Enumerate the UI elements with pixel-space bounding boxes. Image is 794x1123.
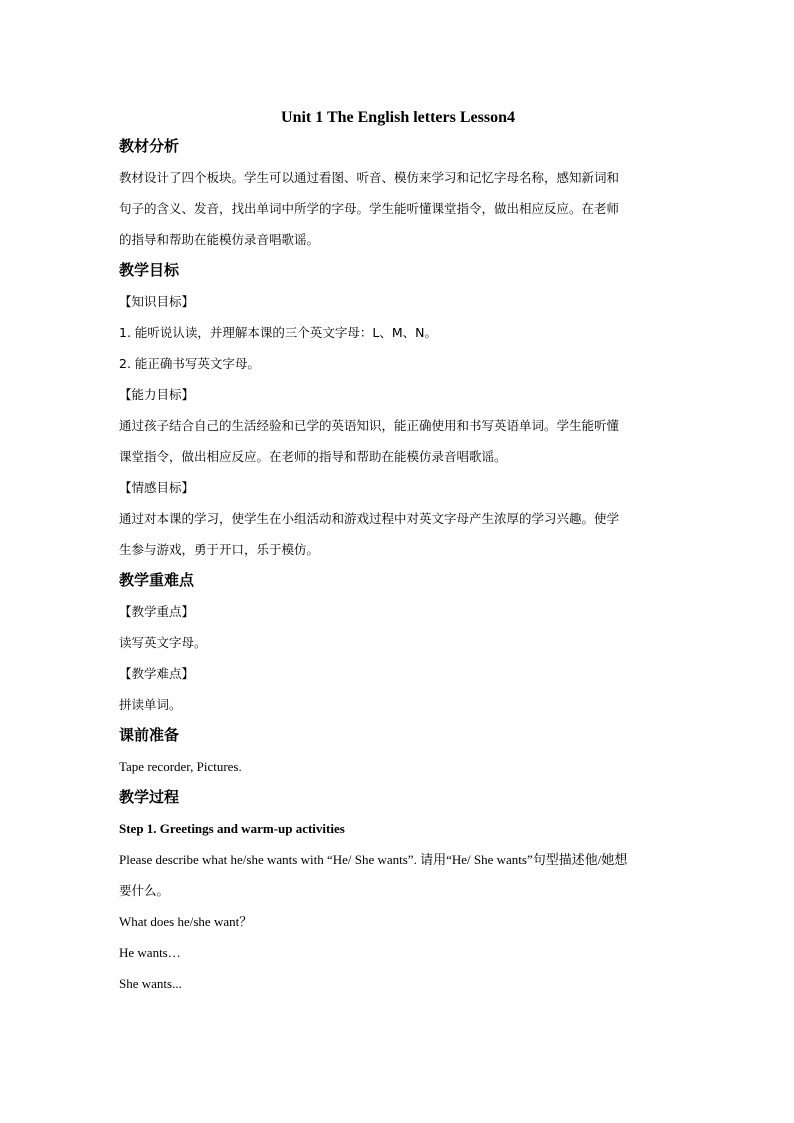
key-points-heading: 教学重难点 bbox=[119, 571, 195, 589]
emotion-line: 通过对本课的学习，使学生在小组活动和游戏过程中对英文字母产生浓厚的学习兴趣。使学 bbox=[119, 511, 620, 526]
emotion-line: 生参与游戏，勇于开口，乐于模仿。 bbox=[119, 542, 320, 557]
step1-title: Step 1. Greetings and warm-up activities bbox=[119, 821, 345, 836]
document-page bbox=[119, 104, 677, 999]
objectives-heading: 教学目标 bbox=[119, 261, 180, 279]
step1-line: Please describe what he/she wants with “He/ She wants”. 请用“He/ She wants”句型描述他/她想 bbox=[119, 852, 628, 867]
analysis-heading: 教材分析 bbox=[119, 137, 180, 155]
answer-she: She wants... bbox=[119, 976, 182, 991]
difficulty-label: 【教学难点】 bbox=[119, 666, 195, 681]
answer-he: He wants… bbox=[119, 945, 181, 960]
focus-label: 【教学重点】 bbox=[119, 604, 195, 619]
knowledge-item: 1. 能听说认读，并理解本课的三个英文字母：L、M、N。 bbox=[119, 325, 438, 340]
difficulty-text: 拼读单词。 bbox=[119, 697, 182, 712]
analysis-line: 教材设计了四个板块。学生可以通过看图、听音、模仿来学习和记忆字母名称，感知新词和 bbox=[119, 170, 620, 185]
analysis-line: 句子的含义、发音，找出单词中所学的字母。学生能听懂课堂指令，做出相应反应。在老师 bbox=[119, 201, 620, 216]
ability-line: 课堂指令，做出相应反应。在老师的指导和帮助在能模仿录音唱歌谣。 bbox=[119, 449, 507, 464]
preparation-heading: 课前准备 bbox=[119, 726, 180, 744]
document-title: Unit 1 The English letters Lesson4 bbox=[281, 109, 515, 126]
preparation-text: Tape recorder, Pictures. bbox=[119, 759, 242, 774]
focus-text: 读写英文字母。 bbox=[119, 635, 207, 650]
knowledge-item: 2. 能正确书写英文字母。 bbox=[119, 356, 260, 371]
ability-line: 通过孩子结合自己的生活经验和已学的英语知识，能正确使用和书写英语单词。学生能听懂 bbox=[119, 418, 620, 433]
process-heading: 教学过程 bbox=[119, 788, 180, 806]
analysis-line: 的指导和帮助在能模仿录音唱歌谣。 bbox=[119, 232, 320, 247]
emotion-label: 【情感目标】 bbox=[119, 480, 195, 495]
question-text: What does he/she want？ bbox=[119, 914, 253, 929]
knowledge-label: 【知识目标】 bbox=[119, 294, 195, 309]
ability-label: 【能力目标】 bbox=[119, 387, 195, 402]
step1-line: 要什么。 bbox=[119, 883, 170, 898]
